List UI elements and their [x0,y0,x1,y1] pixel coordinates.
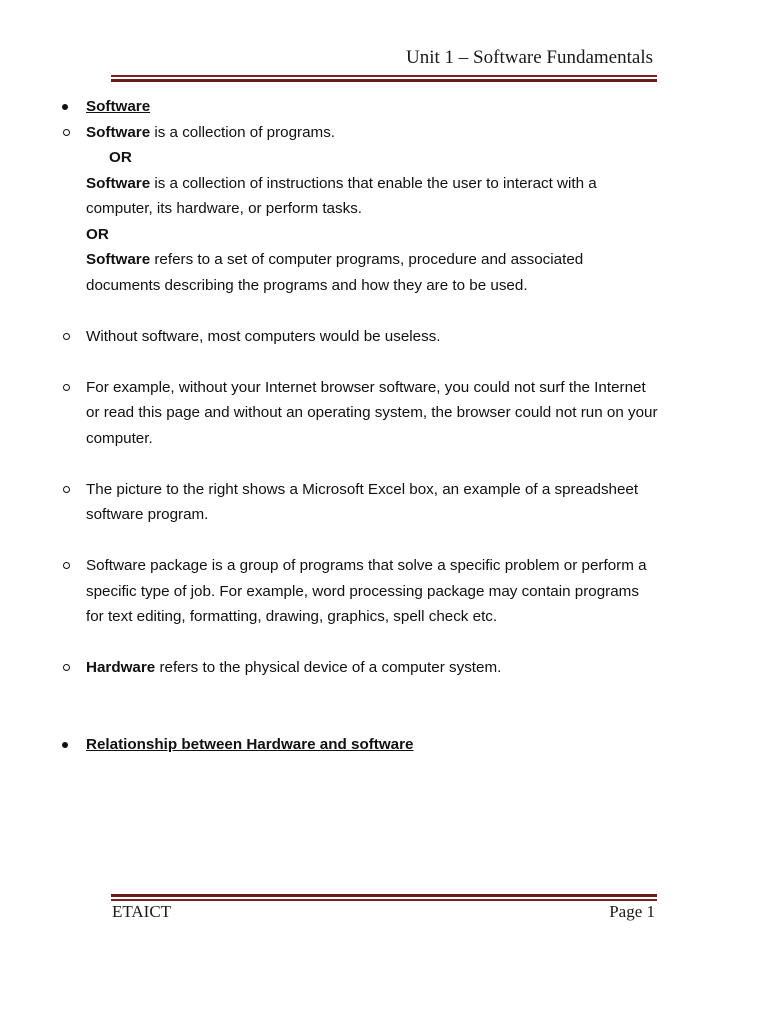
hollow-circle-bullet-icon [63,129,70,136]
hollow-circle-bullet-icon [63,384,70,391]
page-number: Page 1 [609,902,655,921]
hollow-circle-bullet-icon [63,562,70,569]
hollow-circle-bullet-icon [63,664,70,671]
item-definition-3 [0,247,768,298]
item-useless [0,324,768,350]
footer-divider [111,894,657,901]
point-text: The picture to the right shows a Microsoft Excel box, an example of a spreadsheet software program. [86,480,639,523]
term-software: Software [86,123,151,141]
document-body [0,94,768,757]
heading-software: Software [86,98,151,115]
item-package [0,553,768,630]
definition-text: is a collection of programs. [150,123,336,141]
hollow-circle-bullet-icon [63,486,70,493]
or-label: OR [86,225,109,243]
item-hardware [0,655,768,681]
item-definition-1 [0,120,768,146]
bullet-dot-icon [62,104,68,110]
or-separator [0,145,768,171]
bullet-dot-icon [62,742,68,748]
point-text: refers to the physical device of a computer system. [155,659,502,676]
point-text: For example, without your Internet browser software, you could not surf the Internet or read this page and without an operating system, the browser could not run on your computer. [86,378,658,447]
bullet-relationship-heading [0,732,768,758]
definition-text: refers to a set of computer programs, procedure and associated documents describing the programs and how they are to be used. [86,251,584,294]
term-software: Software [86,251,151,268]
or-label: OR [109,149,132,166]
bullet-software-heading [0,94,768,120]
footer-left-text: ETAICT [112,902,172,921]
point-text: Software package is a group of programs that solve a specific problem or perform a specific type of job. For example, word processing package may contain programs for text editing, formatting, drawing, graphics, spell check etc. [86,557,647,625]
definition-text: is a collection of instructions that enable the user to interact with a computer, its hardware, or perform tasks. [86,174,597,217]
or-separator [0,222,768,248]
page-header-title: Unit 1 – Software Fundamentals [406,47,653,68]
header-divider [111,75,657,82]
term-hardware: Hardware [86,659,156,676]
item-picture [0,477,768,528]
term-software: Software [86,174,151,192]
heading-relationship: Relationship between Hardware and software [86,735,414,753]
item-definition-2 [0,171,768,222]
item-example [0,375,768,452]
point-text: Without software, most computers would be useless. [86,327,441,345]
hollow-circle-bullet-icon [63,333,70,340]
